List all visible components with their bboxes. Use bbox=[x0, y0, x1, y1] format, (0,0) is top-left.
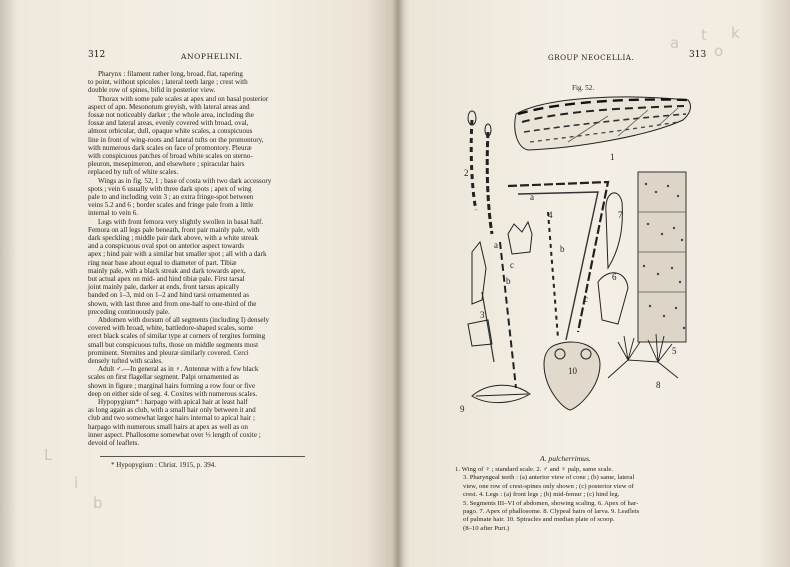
body-text-line: covered with broad, white, battledore-shaped scales, some bbox=[88, 324, 254, 333]
fig-letter: a bbox=[530, 192, 534, 202]
body-text-line: but actual apex on mid- and hind tibiæ pale. First tarsal bbox=[88, 275, 245, 283]
fig-letter: c bbox=[510, 260, 514, 270]
caption-line: 3. Pharyngeal teeth : (a) anterior view of cone ; (b) same, lateral bbox=[463, 474, 635, 482]
body-text-line: double row of spines, bifid in posterior view. bbox=[88, 86, 216, 95]
caption-line: pago. 7. Apex of phallosome. 8. Clypeal hairs of larva. 9. Leaflets bbox=[463, 508, 640, 516]
body-text-line: small but conspicuous tufts, those on middle segments most bbox=[88, 340, 259, 349]
body-text-line: club and two somewhat larger hairs internal to apical hair ; bbox=[88, 414, 255, 423]
fig-number-5: 5 bbox=[672, 346, 677, 356]
body-text-line: scales on first flagellar segment. Palpi ornamented as bbox=[88, 373, 239, 382]
figure-caption-title: A. pulcherrimus. bbox=[540, 454, 591, 463]
spiracles-drawing bbox=[544, 342, 600, 410]
fig-number-10: 10 bbox=[568, 366, 577, 376]
running-head-left: ANOPHELINI. bbox=[181, 52, 243, 61]
watermark-letter: b bbox=[93, 494, 103, 512]
body-text-line: fossæ not noticeably darker ; the whole area, including the bbox=[88, 111, 254, 119]
body-text-line: with conspicuous patches of broad white scales on sterno- bbox=[88, 152, 253, 160]
fig-letter: a bbox=[494, 240, 498, 250]
caption-line: (8–10 after Puri.) bbox=[463, 524, 510, 532]
caption-line: view, one row of crest-spines only shown ; (c) posterior view of bbox=[463, 482, 634, 490]
watermark-letter: a bbox=[670, 34, 680, 52]
body-text-line: Adult ♂.—In general as in ♀. Antennæ with a few black bbox=[98, 365, 259, 374]
body-text-line: apex ; hind pair with a similar but smaller spot ; all with a dark bbox=[88, 250, 267, 259]
fig-number-6: 6 bbox=[612, 272, 617, 282]
body-text-line: shown, with last three and from one-half to one-third of the bbox=[88, 299, 257, 308]
body-text-line: line in front of wing-roots and lateral tufts on the promontory, bbox=[88, 135, 264, 144]
body-text-line: with numerous dark scales on face of promontory. Pleuræ bbox=[88, 143, 252, 152]
body-text-line: as long again as club, with a small hair only between it and bbox=[88, 406, 256, 415]
fig-number-7: 7 bbox=[618, 210, 623, 220]
body-text-line: fossæ and lateral areas, evenly covered with broad, oval, bbox=[88, 119, 249, 128]
fig-number-8: 8 bbox=[656, 380, 661, 390]
body-text-line: Legs with front femora very slightly swollen in basal half. bbox=[98, 217, 264, 226]
caption-line: crest. 4. Legs : (a) front legs ; (b) mid-femur ; (c) hind leg. bbox=[463, 491, 620, 499]
body-text-line: internal to vein 6. bbox=[88, 209, 139, 218]
body-text-line: aspect of apn. Mesonotum greyish, with lateral areas and bbox=[88, 102, 250, 111]
fig-number-4: 4 bbox=[548, 210, 553, 220]
body-text-line: joint mainly pale, darker at ends, front tarsus apically bbox=[88, 283, 240, 292]
body-text-line: Abdomen with dorsum of all segments (including I) densely bbox=[98, 316, 270, 324]
body-text-line: harpago with numerous small hairs at apex as well as on bbox=[88, 422, 248, 431]
watermark-letter: L bbox=[44, 446, 53, 464]
fig-letter: c bbox=[584, 294, 588, 304]
body-text-line: pale to and including vein 3 ; an extra fringe-spot between bbox=[88, 193, 254, 201]
figure-52-illustration bbox=[458, 92, 708, 417]
fig-number-1: 1 bbox=[610, 152, 615, 162]
body-text-line: devoid of leaflets. bbox=[88, 439, 140, 447]
abdomen-segments-drawing bbox=[638, 172, 686, 342]
body-text-line: banded on 1–3, mid on 1–2 and hind tarsi ornamented as bbox=[88, 291, 249, 300]
watermark-letter: i bbox=[74, 474, 79, 492]
body-text-line: preceding continuously pale. bbox=[88, 307, 170, 316]
body-text-line: spots ; vein 6 usually with three dark spots ; apex of wing bbox=[88, 184, 252, 193]
body-text-line: erect black scales of similar type at corners of tergites forming bbox=[88, 332, 266, 341]
figure-caption bbox=[455, 466, 775, 533]
fig-number-3: 3 bbox=[480, 310, 485, 320]
fig-letter: b bbox=[506, 276, 511, 286]
body-text-line: Wings as in fig. 52, 1 ; base of costa with two dark accessory bbox=[98, 176, 272, 185]
fig-number-2: 2 bbox=[464, 168, 469, 178]
body-text-line: Hypopygium* : harpago with apical hair at least half bbox=[98, 398, 248, 406]
footnote: * Hypopygium : Christ. 1915, p. 394. bbox=[111, 461, 217, 469]
wing-drawing bbox=[515, 97, 691, 150]
harpago-phallosome-drawings bbox=[598, 193, 628, 324]
page-number-right: 313 bbox=[689, 50, 707, 60]
body-text-line: to point, without spicules ; lateral teeth large ; crest with bbox=[88, 78, 248, 87]
body-text-line: Femora on all legs pale beneath, front pair mainly pale, with bbox=[88, 225, 260, 234]
body-text-line: Pharynx : filament rather long, broad, flat, tapering bbox=[98, 70, 243, 78]
palp-drawings bbox=[468, 111, 492, 234]
body-text-line: shown in figure ; marginal hairs forming a row four or five bbox=[88, 381, 256, 390]
body-text-line: Thorax with some pale scales at apex and on basal posterior bbox=[98, 94, 269, 103]
body-text-line: veins 5.2 and 6 ; border scales and fringe pale from a little bbox=[88, 201, 254, 210]
body-text-line: prominent. Sternites and pleuræ similarly covered. Cerci bbox=[88, 348, 249, 357]
body-text-line: mainly pale, with a black streak and dark towards apex, bbox=[88, 266, 246, 275]
running-head-right: GROUP NEOCELLIA. bbox=[548, 53, 635, 62]
footnote-rule bbox=[100, 456, 305, 457]
body-text-line: densely tufted with scales. bbox=[88, 357, 163, 365]
caption-line: 1. Wing of ♀ ; standard scale. 2. ♂ and ♀ palp, same scale. bbox=[455, 466, 614, 473]
body-text-line: dark speckling ; middle pair dark above, with a white streak bbox=[88, 234, 259, 242]
watermark-letter: k bbox=[731, 24, 740, 42]
body-text-line: ring near base about equal to diameter of part. Tibiæ bbox=[88, 258, 237, 267]
body-text-line: deep on either side of seg. 4. Coxites with numerous scales. bbox=[88, 389, 258, 398]
body-text-line: pleuron, mesepimeron, and elsewhere ; spiracular hairs bbox=[88, 160, 245, 169]
caption-line: 5. Segments III–VI of abdomen, showing scaling. 6. Apex of har- bbox=[463, 499, 639, 507]
watermark-letter: t bbox=[701, 26, 707, 44]
body-text-line: almost orbicular, dull, opaque white scales, a conspicuous bbox=[88, 127, 253, 136]
watermark-letter: o bbox=[714, 42, 724, 60]
body-text-line: and a conspicuous oval spot on anterior aspect towards bbox=[88, 242, 245, 251]
fig-number-9: 9 bbox=[460, 404, 465, 414]
body-text-line: replaced by tuft of white scales. bbox=[88, 168, 179, 177]
book-gutter bbox=[392, 0, 404, 567]
leaflets-drawing bbox=[472, 385, 530, 402]
page-number-left: 312 bbox=[88, 50, 106, 60]
pharyngeal-teeth-drawing bbox=[468, 222, 532, 346]
figure-label: Fig. 52. bbox=[572, 84, 595, 92]
caption-line: of palmate hair. 10. Spiracles and median plate of scoop. bbox=[463, 516, 615, 524]
fig-letter: b bbox=[560, 244, 565, 254]
body-text-line: inner aspect. Phallosome somewhat over ⅓ length of coxite ; bbox=[88, 430, 261, 439]
